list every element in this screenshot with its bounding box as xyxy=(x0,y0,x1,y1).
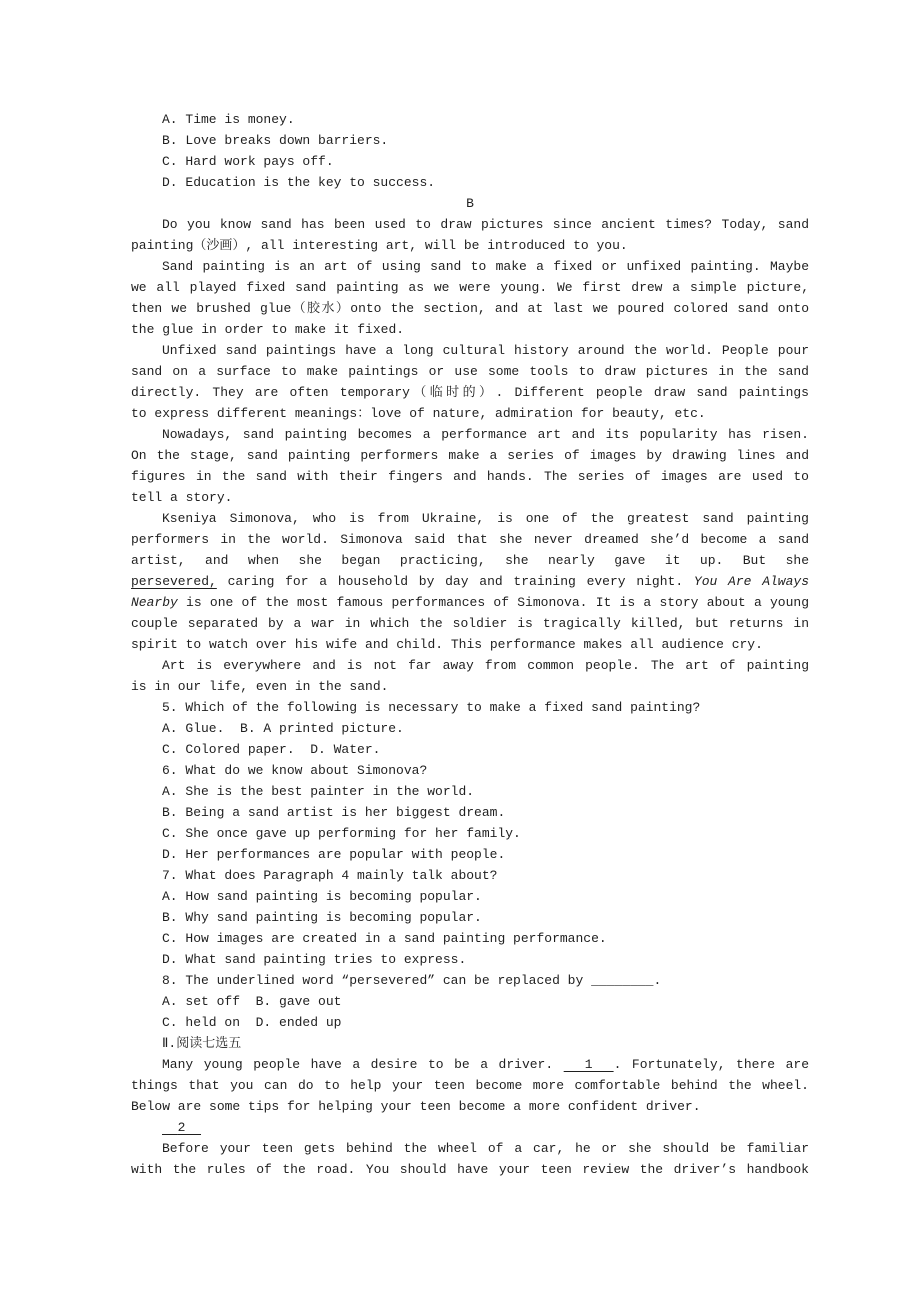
text-run: C. She once gave up performing for her family. xyxy=(162,826,521,841)
text-line xyxy=(131,571,809,592)
text-line xyxy=(131,1012,809,1033)
blank-1: 1 xyxy=(563,1057,614,1072)
text-run: Before your teen gets behind the wheel of a car, he or she should be familiar xyxy=(162,1141,809,1156)
text-line xyxy=(131,970,809,991)
text-line xyxy=(131,760,809,781)
text-line xyxy=(131,718,809,739)
text-line xyxy=(131,1159,809,1180)
text-line xyxy=(131,529,809,550)
text-run: tell a story. xyxy=(131,490,233,505)
text-run: 8. The underlined word “persevered” can be replaced by ________. xyxy=(162,973,662,988)
text-line xyxy=(131,277,809,298)
document-body xyxy=(131,109,809,1180)
text-line xyxy=(131,886,809,907)
text-run: A. Glue. B. A printed picture. xyxy=(162,721,404,736)
text-line xyxy=(131,172,809,193)
italic-text: Nearby xyxy=(131,595,178,610)
text-run: A. How sand painting is becoming popular. xyxy=(162,889,482,904)
text-line xyxy=(131,382,809,403)
text-line xyxy=(131,1054,809,1075)
text-run: On the stage, sand painting performers make a series of images by drawing lines and xyxy=(131,448,809,463)
text-run: 5. Which of the following is necessary to make a fixed sand painting? xyxy=(162,700,701,715)
text-run: D. What sand painting tries to express. xyxy=(162,952,467,967)
text-run: 7. What does Paragraph 4 mainly talk about? xyxy=(162,868,498,883)
text-run: C. held on D. ended up xyxy=(162,1015,342,1030)
text-run: sand on a surface to make paintings or use some tools to draw pictures in the sand xyxy=(131,364,809,379)
text-line xyxy=(131,424,809,445)
text-run: then we brushed glue（胶水）onto the section, and at last we poured colored sand onto xyxy=(131,301,809,316)
text-run: B. Being a sand artist is her biggest dream. xyxy=(162,805,506,820)
text-line xyxy=(131,592,809,613)
text-line xyxy=(131,340,809,361)
text-run: D. Education is the key to success. xyxy=(162,175,436,190)
text-run: painting（沙画）, all interesting art, will be introduced to you. xyxy=(131,238,628,253)
text-run: 6. What do we know about Simonova? xyxy=(162,763,428,778)
text-run: B xyxy=(466,196,474,211)
text-run: the glue in order to make it fixed. xyxy=(131,322,405,337)
text-line xyxy=(131,739,809,760)
text-line xyxy=(131,676,809,697)
text-line xyxy=(131,235,809,256)
blank-2: 2 xyxy=(162,1120,202,1135)
text-line xyxy=(131,844,809,865)
text-run: B. Why sand painting is becoming popular. xyxy=(162,910,482,925)
text-line xyxy=(131,991,809,1012)
text-run: artist, and when she began practicing, she nearly gave it up. But she xyxy=(131,553,809,568)
text-line xyxy=(131,634,809,655)
text-run: D. Her performances are popular with people. xyxy=(162,847,506,862)
text-run: Art is everywhere and is not far away from common people. The art of painting xyxy=(162,658,809,673)
text-run: Do you know sand has been used to draw pictures since ancient times? Today, sand xyxy=(162,217,809,232)
text-run: Unfixed sand paintings have a long cultural history around the world. People pour xyxy=(162,343,809,358)
underlined-text: persevered, xyxy=(131,574,217,589)
text-line xyxy=(131,802,809,823)
text-run: caring for a household by day and training every night. xyxy=(216,574,694,589)
text-run: . Fortunately, there are xyxy=(613,1057,809,1072)
text-line xyxy=(131,298,809,319)
text-line xyxy=(131,907,809,928)
text-line xyxy=(131,508,809,529)
text-run: C. How images are created in a sand painting performance. xyxy=(162,931,607,946)
text-run: Ⅱ.阅读七选五 xyxy=(162,1036,242,1051)
text-line xyxy=(131,781,809,802)
text-run: Kseniya Simonova, who is from Ukraine, is one of the greatest sand painting xyxy=(162,511,809,526)
text-run: C. Hard work pays off. xyxy=(162,154,334,169)
text-line xyxy=(131,466,809,487)
text-run: performers in the world. Simonova said that she never dreamed she’d become a sand xyxy=(131,532,809,547)
text-line xyxy=(131,256,809,277)
text-line xyxy=(131,361,809,382)
text-run: with the rules of the road. You should have your teen review the driver’s handbook xyxy=(131,1162,809,1177)
text-line xyxy=(131,319,809,340)
text-run: figures in the sand with their fingers and hands. The series of images are used to xyxy=(131,469,809,484)
text-run: Below are some tips for helping your teen become a more confident driver. xyxy=(131,1099,701,1114)
text-run: directly. They are often temporary（临时的）. Different people draw sand paintings xyxy=(131,385,809,400)
text-run: we all played fixed sand painting as we were young. We first drew a simple picture, xyxy=(131,280,809,295)
text-line xyxy=(131,928,809,949)
text-line xyxy=(131,865,809,886)
text-run: is one of the most famous performances of Simonova. It is a story about a young xyxy=(177,595,809,610)
text-line xyxy=(131,487,809,508)
text-line xyxy=(131,214,809,235)
text-line xyxy=(131,655,809,676)
italic-text: You Are Always xyxy=(693,574,809,589)
text-run: A. set off B. gave out xyxy=(162,994,342,1009)
text-line xyxy=(131,1138,809,1159)
text-line xyxy=(131,1096,809,1117)
text-line xyxy=(131,403,809,424)
text-run: Sand painting is an art of using sand to make a fixed or unfixed painting. Maybe xyxy=(162,259,809,274)
text-run: C. Colored paper. D. Water. xyxy=(162,742,381,757)
text-run: A. She is the best painter in the world. xyxy=(162,784,475,799)
text-run: spirit to watch over his wife and child. This performance makes all audience cry. xyxy=(131,637,763,652)
text-line xyxy=(131,823,809,844)
text-line xyxy=(131,1117,809,1138)
text-run: B. Love breaks down barriers. xyxy=(162,133,389,148)
text-run: couple separated by a war in which the soldier is tragically killed, but returns in xyxy=(131,616,809,631)
text-run: Many young people have a desire to be a driver. xyxy=(162,1057,564,1072)
text-line xyxy=(131,1033,809,1054)
text-line xyxy=(131,550,809,571)
text-run: is in our life, even in the sand. xyxy=(131,679,389,694)
text-line xyxy=(131,949,809,970)
text-line xyxy=(131,613,809,634)
text-line xyxy=(131,193,809,214)
text-run: A. Time is money. xyxy=(162,112,295,127)
text-line xyxy=(131,697,809,718)
text-run: things that you can do to help your teen become more comfortable behind the wheel. xyxy=(131,1078,809,1093)
text-line xyxy=(131,445,809,466)
text-run: to express different meanings：love of nature, admiration for beauty, etc. xyxy=(131,406,706,421)
text-line xyxy=(131,1075,809,1096)
text-line xyxy=(131,151,809,172)
text-line xyxy=(131,109,809,130)
text-line xyxy=(131,130,809,151)
text-run: Nowadays, sand painting becomes a performance art and its popularity has risen. xyxy=(162,427,809,442)
